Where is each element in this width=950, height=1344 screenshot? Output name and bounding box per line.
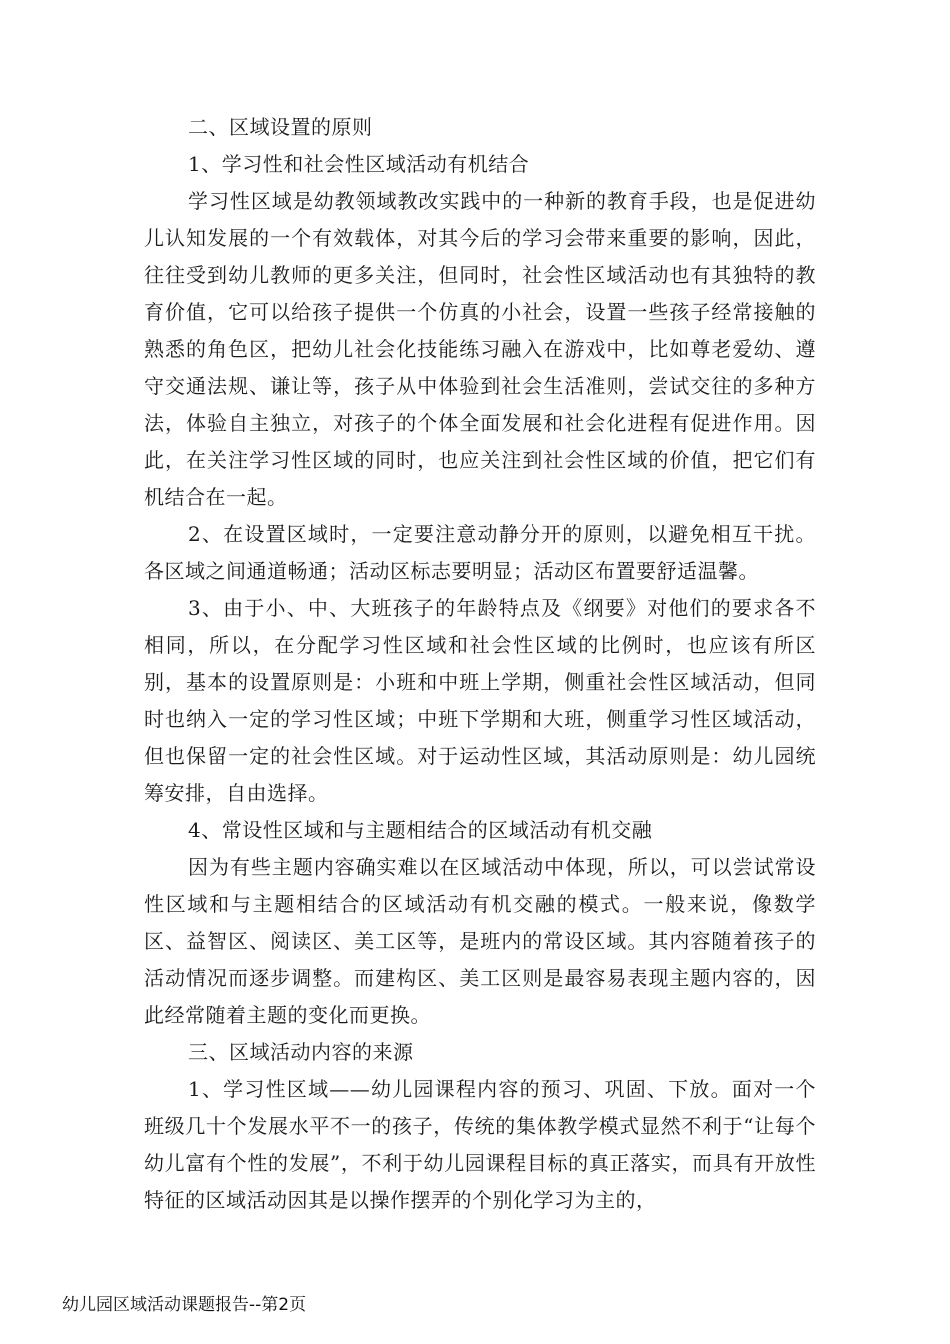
section-heading-sources: 三、区域活动内容的来源	[188, 1040, 414, 1064]
body-paragraph: 3、由于小、中、大班孩子的年龄特点及《纲要》对他们的要求各不相同，所以，在分配学习性区域和社会性区域的比例时，也应该有所区别，基本的设置原则是：小班和中班上学期，侧重社会性区域活动，但同时也纳入一定的学习性区域；中班下学期和大班，侧重学习性区域活动，但也保留一定的社会性区域。对于运动性区域，其活动原则是：幼儿园统筹安排，自由选择。	[144, 596, 816, 805]
document-body	[144, 109, 816, 1219]
body-paragraph: 1、学习性区域——幼儿园课程内容的预习、巩固、下放。面对一个班级几十个发展水平不一的孩子，传统的集体教学模式显然不利于“让每个幼儿富有个性的发展”，不利于幼儿园课程目标的真正落实，而具有开放性特征的区域活动因其是以操作摆弄的个别化学习为主的，	[144, 1077, 816, 1212]
section-heading-principles: 二、区域设置的原则	[188, 115, 373, 139]
body-paragraph: 2、在设置区域时，一定要注意动静分开的原则，以避免相互干扰。各区域之间通道畅通；活动区标志要明显；活动区布置要舒适温馨。	[144, 522, 816, 583]
page-footer: 幼儿园区域活动课题报告--第2页	[62, 1295, 307, 1315]
body-paragraph: 学习性区域是幼教领域教改实践中的一种新的教育手段，也是促进幼儿认知发展的一个有效载体，对其今后的学习会带来重要的影响，因此，往往受到幼儿教师的更多关注，但同时，社会性区域活动也有其独特的教育价值，它可以给孩子提供一个仿真的小社会，设置一些孩子经常接触的熟悉的角色区，把幼儿社会化技能练习融入在游戏中，比如尊老爱幼、遵守交通法规、谦让等，孩子从中体验到社会生活准则，尝试交往的多种方法，体验自主独立，对孩子的个体全面发展和社会化进程有促进作用。因此，在关注学习性区域的同时，也应关注到社会性区域的价值，把它们有机结合在一起。	[144, 189, 816, 509]
body-paragraph: 因为有些主题内容确实难以在区域活动中体现，所以，可以尝试常设性区域和与主题相结合的区域活动有机交融的模式。一般来说，像数学区、益智区、阅读区、美工区等，是班内的常设区域。其内容随着孩子的活动情况而逐步调整。而建构区、美工区则是最容易表现主题内容的，因此经常随着主题的变化而更换。	[144, 855, 816, 1027]
subheading-4: 4、常设性区域和与主题相结合的区域活动有机交融	[188, 818, 653, 842]
subheading-1: 1、学习性和社会性区域活动有机结合	[188, 152, 530, 176]
